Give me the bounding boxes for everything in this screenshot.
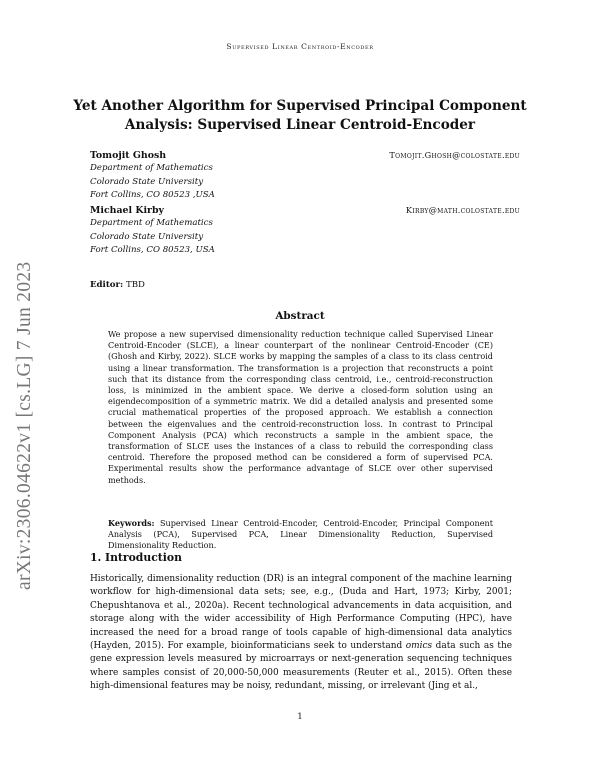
title-line-1: Yet Another Algorithm for Supervised Principal Component [73,98,527,114]
author-block-2 [90,204,520,258]
author-affiliation-line: Department of Mathematics [90,218,213,229]
author-affiliation-line: Fort Collins, CO 80523 ,USA [90,190,215,201]
title-line-2: Analysis: Supervised Linear Centroid-Encoder [124,117,476,133]
author-block-1 [90,149,520,203]
abstract-text: We propose a new supervised dimensionality reduction technique called Supervised Linear Centroid-Encoder (SLCE), a linear counterpart of the nonlinear Centroid-Encoder (CE) (Ghosh and Kirby, 2022). SLCE works by mapping the samples of a class to its class centroid using a linear transformation. The transformation is a projection that reconstructs a point such that its distance from the corresponding class centroid, i.e., centroid-reconstruction loss, is minimized in the ambient space. We derive a closed-form solution using an eigendecomposition of a symmetric matrix. We did a detailed analysis and presented some crucial mathematical properties of the proposed approach. We establish a connection between the eigenvalues and the centroid-reconstruction loss. In contrast to Principal Component Analysis (PCA) which reconstructs a sample in the ambient space, the transformation of SLCE uses the instances of a class to rebuild the corresponding class centroid. Therefore the proposed method can be considered a form of supervised PCA. Experimental results show the performance advantage of SLCE over other supervised methods. [108,329,493,485]
paper-title [40,97,560,135]
page-number: 1 [297,712,303,722]
keywords-text: Supervised Linear Centroid-Encoder, Centroid-Encoder, Principal Component Analysis (PCA), Supervised PCA, Linear Dimensionality Reduction, Supervised Dimensionality Reduction. [108,518,493,551]
keywords [108,518,493,552]
editor-line [90,280,145,290]
running-head: Supervised Linear Centroid-Encoder [226,42,374,51]
author-email[interactable]: Kirby@math.colostate.edu [405,205,520,215]
section-heading: 1. Introduction [90,551,182,564]
intro-paragraph [90,573,512,694]
intro-emphasis: omics [405,641,433,652]
editor-label: Editor: [90,280,124,290]
intro-text: Historically, dimensionality reduction (DR) is an integral component of the machine learning workflow for high-dimensional data sets; see, e.g., (Duda and Hart, 1973; Kirby, 2001; Chepushtanova et al., 2020a). Recent technological advancements in data acquisition, and storage along with the wider accessibility of High Performance Computing (HPC), have increased the need for a broad range of tools capable of high-dimensional data analytics (Hayden, 2015). For example, bioinformaticians seek to understand [90,574,512,652]
author-affiliation-line: Colorado State University [90,176,204,187]
keywords-label: Keywords: [108,518,155,528]
intro-text: data such as the gene expression levels measured by microarrays or next-generation sequencing techniques where samples consist of 20,000-50,000 measurements (Reuter et al., 2015). Often these high-dimensional features may be noisy, redundant, missing, or irrelevant (Jing et al., [90,641,512,692]
author-affiliation-line: Department of Mathematics [90,163,213,174]
author-name: Michael Kirby [90,205,164,216]
author-email[interactable]: Tomojit.Ghosh@colostate.edu [389,150,520,160]
abstract-heading: Abstract [275,310,325,322]
editor-value: TBD [125,280,145,290]
arxiv-stamp[interactable]: arXiv:2306.04622v1 [cs.LG] 7 Jun 2023 [14,261,35,590]
author-affiliation-line: Colorado State University [90,231,204,242]
author-affiliation-line: Fort Collins, CO 80523, USA [90,245,215,256]
author-name: Tomojit Ghosh [90,150,167,161]
